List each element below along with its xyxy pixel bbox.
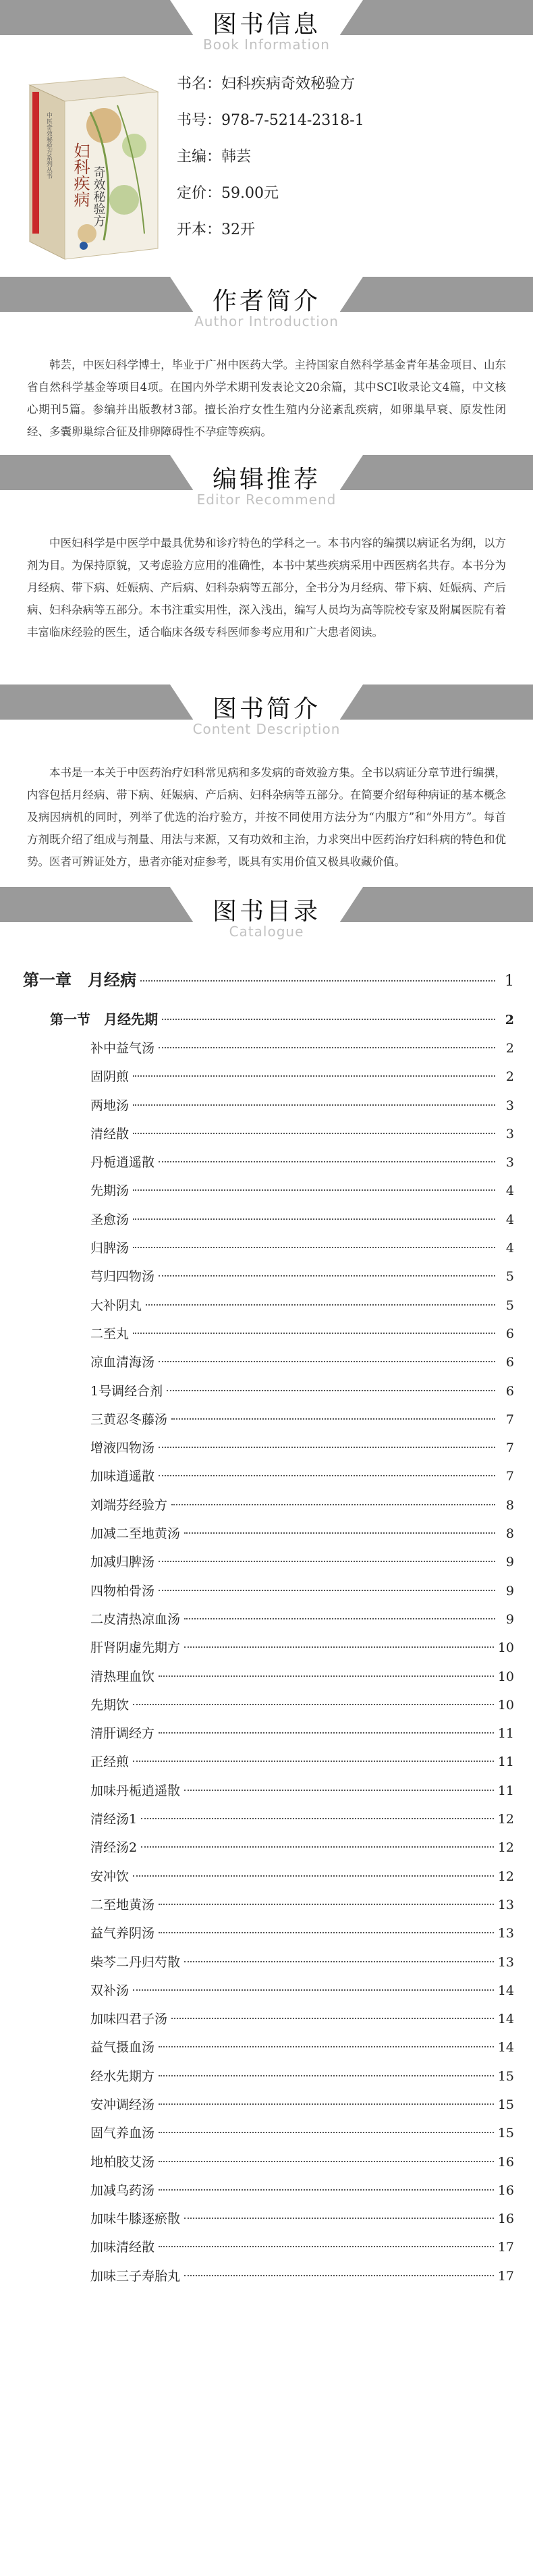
- toc-item: [90, 1206, 514, 1234]
- table-of-contents: [23, 956, 514, 2290]
- toc-item: [90, 1833, 514, 1862]
- toc-leader: [159, 1047, 495, 1048]
- toc-leader: [159, 1590, 495, 1591]
- toc-item-label: 先期汤: [90, 1183, 130, 1199]
- editor-text: 中医妇科学是中医学中最具优势和诊疗特色的学科之一。本书内容的编撰以病证名为纲，以方剂为目。为保持原貌，又考虑验方应用的准确性，本书中某些疾病采用中西医病名共存。本书分为月经病、带下病、妊娠病、产后病、妇科杂病等五部分，全书分为月经病、带下病、妊娠病、产后病、妇科杂病等五部分。本书注重实用性，深入浅出，编写人员均为高等院校专家及附属医院有着丰富临床经验的医生，适合临床各级专科医师参考应用和广大患者阅读。: [27, 537, 506, 639]
- toc-item-page: 11: [497, 1783, 514, 1798]
- toc-item-page: 11: [497, 1754, 514, 1770]
- editor-section: [0, 455, 533, 685]
- toc-item: [90, 2176, 514, 2205]
- toc-item: [90, 1262, 514, 1291]
- toc-chapter-label: 第一章 月经病: [23, 970, 136, 990]
- toc-leader: [133, 1104, 495, 1106]
- toc-item-list: [23, 1034, 514, 2290]
- toc-item-page: 15: [497, 2126, 514, 2141]
- toc-item-page: 14: [497, 2012, 514, 2027]
- toc-item: [90, 1977, 514, 2005]
- toc-leader: [146, 1304, 495, 1306]
- toc-leader: [159, 1447, 495, 1448]
- toc-item-label: 四物柏骨汤: [90, 1583, 155, 1599]
- toc-leader: [171, 2018, 494, 2019]
- toc-item: [90, 1092, 514, 1120]
- toc-leader: [141, 1846, 494, 1848]
- toc-item-label: 丹栀逍遥散: [90, 1155, 155, 1171]
- toc-item: [90, 1805, 514, 1833]
- book-info-section: [0, 0, 533, 277]
- toc-item-label: 地柏胶艾汤: [90, 2154, 155, 2170]
- toc-item-page: 7: [505, 1469, 514, 1484]
- toc-chapter-page: 1: [505, 973, 514, 990]
- cover-series: 中医奇效秘验方系列丛书: [45, 112, 52, 179]
- toc-item-label: 二皮清热凉血汤: [90, 1611, 181, 1627]
- toc-item-page: 9: [505, 1583, 514, 1599]
- toc-item-label: 三黄忍冬藤汤: [90, 1412, 168, 1427]
- toc-item-label: 双补汤: [90, 1983, 130, 1998]
- toc-item-label: 两地汤: [90, 1098, 130, 1113]
- toc-item-label: 清肝调经方: [90, 1726, 155, 1742]
- toc-item-page: 15: [497, 2097, 514, 2112]
- toc-item-page: 6: [505, 1326, 514, 1341]
- toc-leader: [184, 2218, 494, 2219]
- toc-item-label: 归脾汤: [90, 1241, 130, 1256]
- toc-item: [90, 2262, 514, 2290]
- toc-item-label: 正经煎: [90, 1754, 130, 1770]
- toc-item: [90, 2091, 514, 2119]
- toc-item: [90, 1434, 514, 1462]
- toc-leader: [159, 2132, 494, 2133]
- toc-item-label: 增液四物汤: [90, 1441, 155, 1456]
- toc-leader: [133, 1875, 494, 1877]
- section-title: 编辑推荐: [212, 466, 320, 493]
- toc-item-page: 13: [497, 1897, 514, 1912]
- toc-item-page: 3: [505, 1126, 514, 1142]
- toc-item: [90, 1748, 514, 1776]
- toc-item-label: 清经散: [90, 1126, 130, 1142]
- toc-leader: [133, 1075, 495, 1077]
- toc-item-label: 1号调经合剂: [90, 1383, 163, 1399]
- toc-item-label: 圣愈汤: [90, 1212, 130, 1227]
- toc-item: [90, 1691, 514, 1719]
- toc-item-page: 8: [505, 1497, 514, 1513]
- toc-item-page: 11: [497, 1726, 514, 1742]
- toc-chapter: [23, 956, 514, 1004]
- toc-item: [90, 1634, 514, 1662]
- toc-item-page: 15: [497, 2068, 514, 2084]
- section-title: 图书目录: [212, 898, 320, 925]
- toc-leader: [159, 1675, 494, 1677]
- toc-item-page: 10: [497, 1640, 514, 1656]
- toc-leader: [184, 1532, 495, 1534]
- cover-title: 妇科疾病: [71, 142, 90, 207]
- book-price: 定价：59.00元: [177, 185, 279, 202]
- toc-item-label: 先期饮: [90, 1697, 130, 1713]
- section-subtitle: Book Information: [203, 36, 330, 53]
- toc-item-page: 4: [505, 1241, 514, 1256]
- toc-item-page: 14: [497, 2040, 514, 2056]
- toc-item-page: 12: [497, 1812, 514, 1827]
- toc-leader: [133, 1333, 495, 1334]
- section-subtitle: Editor Recommend: [196, 491, 337, 508]
- section-banner: [0, 685, 533, 745]
- toc-leader: [159, 1361, 495, 1362]
- toc-item: [90, 2205, 514, 2233]
- toc-leader: [159, 1161, 495, 1162]
- toc-leader: [133, 1218, 495, 1220]
- toc-item-page: 17: [497, 2268, 514, 2284]
- toc-item: [90, 1234, 514, 1262]
- toc-leader: [184, 1618, 495, 1619]
- toc-item-label: 加味三子寿胎丸: [90, 2268, 181, 2284]
- toc-leader: [159, 2103, 494, 2105]
- toc-item-page: 16: [497, 2211, 514, 2227]
- toc-item-page: 2: [505, 1041, 514, 1056]
- toc-item: [90, 1405, 514, 1434]
- toc-item-label: 固阴煎: [90, 1069, 130, 1085]
- toc-item-label: 经水先期方: [90, 2068, 155, 2084]
- content-text: 本书是一本关于中医药治疗妇科常见病和多发病的奇效验方集。全书以病证分章节进行编撰，内容包括月经病、带下病、妊娠病、产后病、妇科杂病等五部分。在简要介绍每种病证的基本概念及病因病机的同时，列举了优选的治疗验方，并按不同使用方法分为“内服方”和“外用方”。每首方剂既介绍了组成与剂量、用法与来源，又有功效和主治，力求突出中医药治疗妇科病的特色和优势。医者可辨证处方，患者亦能对症参考，既具有实用价值又极具收藏价值。: [27, 766, 506, 868]
- toc-item: [90, 1063, 514, 1091]
- toc-item-label: 加味牛膝逐瘀散: [90, 2211, 181, 2227]
- toc-item: [90, 1577, 514, 1605]
- toc-item-page: 4: [505, 1183, 514, 1199]
- toc-item-page: 16: [497, 2182, 514, 2198]
- toc-item-label: 芎归四物汤: [90, 1269, 155, 1285]
- toc-item: [90, 1719, 514, 1748]
- section-subtitle: Author Introduction: [194, 313, 339, 329]
- content-section: [0, 685, 533, 887]
- toc-item-label: 二至丸: [90, 1326, 130, 1341]
- toc-item-label: 柴芩二丹归芍散: [90, 1954, 181, 1970]
- toc-item: [90, 1148, 514, 1177]
- book-format: 开本：32开: [177, 221, 255, 238]
- toc-item-page: 4: [505, 1212, 514, 1227]
- toc-leader: [133, 1133, 495, 1134]
- toc-leader: [140, 980, 495, 982]
- toc-item: [90, 1377, 514, 1405]
- toc-leader: [162, 1019, 495, 1020]
- toc-item-page: 2: [505, 1069, 514, 1085]
- toc-leader: [167, 1390, 495, 1391]
- catalogue-section: [0, 887, 533, 2290]
- book-isbn: 书号：978-7-5214-2318-1: [177, 112, 364, 129]
- toc-item: [90, 2005, 514, 2033]
- toc-leader: [133, 1704, 494, 1705]
- toc-item-label: 安冲饮: [90, 1869, 130, 1884]
- cover-subtitle: 奇效秘验方: [91, 166, 106, 227]
- toc-item-label: 加减归脾汤: [90, 1555, 155, 1570]
- toc-item: [90, 1120, 514, 1148]
- toc-item-page: 10: [497, 1669, 514, 1684]
- toc-item: [90, 2148, 514, 2176]
- section-banner: [0, 887, 533, 948]
- toc-item: [90, 1891, 514, 1919]
- toc-item-label: 凉血清海汤: [90, 1355, 155, 1370]
- toc-item-page: 5: [505, 1297, 514, 1313]
- toc-leader: [159, 1904, 494, 1905]
- toc-leader: [141, 1818, 494, 1819]
- toc-leader: [159, 2246, 494, 2247]
- book-fields: [177, 66, 364, 248]
- toc-item: [90, 2119, 514, 2147]
- toc-section-page: 2: [505, 1013, 514, 1027]
- section-title: 作者简介: [212, 288, 320, 315]
- toc-item-page: 10: [497, 1697, 514, 1713]
- toc-item: [90, 1491, 514, 1520]
- toc-leader: [159, 2075, 494, 2076]
- book-name: 书名：妇科疾病奇效秘验方: [177, 76, 356, 92]
- toc-item: [90, 1320, 514, 1348]
- toc-item-label: 大补阴丸: [90, 1297, 142, 1313]
- toc-item: [90, 1919, 514, 1948]
- toc-item-page: 9: [505, 1611, 514, 1627]
- toc-item: [90, 1862, 514, 1891]
- toc-item: [90, 1548, 514, 1576]
- toc-item-page: 13: [497, 1954, 514, 1970]
- toc-section: [50, 1004, 514, 1034]
- toc-leader: [171, 1504, 495, 1505]
- toc-item-page: 3: [505, 1155, 514, 1171]
- toc-leader: [184, 2275, 494, 2276]
- toc-item-label: 加减二至地黄汤: [90, 1526, 181, 1542]
- toc-item-label: 清经汤2: [90, 1840, 138, 1856]
- toc-leader: [159, 2046, 494, 2047]
- toc-item: [90, 1291, 514, 1320]
- section-banner: [0, 277, 533, 338]
- toc-item-page: 12: [497, 1869, 514, 1884]
- toc-item: [90, 1177, 514, 1205]
- toc-item-label: 加味丹栀逍遥散: [90, 1783, 181, 1798]
- toc-item-label: 加味清经散: [90, 2240, 155, 2255]
- toc-item-label: 二至地黄汤: [90, 1897, 155, 1912]
- toc-item: [90, 2233, 514, 2261]
- section-subtitle: Content Description: [192, 721, 341, 737]
- toc-leader: [133, 1189, 495, 1191]
- toc-item-label: 固气养血汤: [90, 2126, 155, 2141]
- toc-leader: [184, 1961, 494, 1962]
- toc-item: [90, 1948, 514, 1977]
- toc-leader: [184, 1646, 494, 1648]
- toc-item-page: 14: [497, 1983, 514, 1998]
- toc-item-label: 补中益气汤: [90, 1041, 155, 1056]
- author-text: 韩芸，中医妇科学博士，毕业于广州中医药大学。主持国家自然科学基金青年基金项目、山东省自然科学基金等项目4项。在国内外学术期刊发表论文20余篇，其中SCI收录论文4篇，中文核心期刊5篇。参编并出版教材3部。擅长治疗女性生殖内分泌紊乱疾病，如卵巢早衰、原发性闭经、多囊卵巢综合征及排卵障碍性不孕症等疾病。: [27, 358, 506, 438]
- author-section: [0, 277, 533, 455]
- toc-leader: [133, 1761, 494, 1762]
- section-banner: [0, 0, 533, 61]
- toc-item-page: 13: [497, 1926, 514, 1941]
- toc-leader: [159, 1561, 495, 1562]
- toc-item-page: 16: [497, 2154, 514, 2170]
- toc-item-page: 7: [505, 1441, 514, 1456]
- book-cover-image: [23, 65, 165, 262]
- toc-item-page: 9: [505, 1555, 514, 1570]
- toc-item-page: 6: [505, 1355, 514, 1370]
- toc-item-page: 3: [505, 1098, 514, 1113]
- toc-item-label: 加味四君子汤: [90, 2012, 168, 2027]
- toc-leader: [133, 1247, 495, 1248]
- toc-item-label: 加味逍遥散: [90, 1469, 155, 1484]
- toc-item: [90, 2033, 514, 2062]
- toc-item-page: 7: [505, 1412, 514, 1427]
- toc-item: [90, 1605, 514, 1634]
- toc-item-page: 8: [505, 1526, 514, 1542]
- section-title: 图书简介: [212, 695, 320, 723]
- toc-leader: [159, 1275, 495, 1277]
- toc-section-label: 第一节 月经先期: [50, 1011, 158, 1027]
- toc-item-label: 加减乌药汤: [90, 2182, 155, 2198]
- toc-item-page: 17: [497, 2240, 514, 2255]
- toc-item-page: 12: [497, 1840, 514, 1856]
- section-banner: [0, 455, 533, 516]
- toc-item-label: 刘端芬经验方: [90, 1497, 168, 1513]
- toc-leader: [159, 1932, 494, 1933]
- toc-leader: [159, 2161, 494, 2162]
- section-title: 图书信息: [212, 11, 320, 38]
- toc-item: [90, 1348, 514, 1376]
- toc-item-page: 5: [505, 1269, 514, 1285]
- toc-item-label: 清热理血饮: [90, 1669, 155, 1684]
- toc-leader: [159, 2189, 494, 2191]
- toc-leader: [159, 1732, 494, 1734]
- book-editor: 主编：韩芸: [177, 149, 252, 165]
- toc-leader: [159, 1475, 495, 1476]
- toc-item: [90, 2062, 514, 2091]
- section-subtitle: Catalogue: [229, 923, 304, 940]
- toc-leader: [171, 1418, 495, 1420]
- toc-leader: [184, 1790, 494, 1791]
- toc-item-label: 益气摄血汤: [90, 2040, 155, 2056]
- toc-item: [90, 1462, 514, 1491]
- toc-item: [90, 1777, 514, 1805]
- toc-item: [90, 1663, 514, 1691]
- toc-leader: [133, 1989, 494, 1991]
- toc-item: [90, 1520, 514, 1548]
- toc-item-label: 清经汤1: [90, 1812, 138, 1827]
- toc-item: [90, 1034, 514, 1063]
- toc-item-page: 6: [505, 1383, 514, 1399]
- toc-item-label: 安冲调经汤: [90, 2097, 155, 2112]
- toc-item-label: 肝肾阴虚先期方: [90, 1640, 181, 1656]
- toc-item-label: 益气养阴汤: [90, 1926, 155, 1941]
